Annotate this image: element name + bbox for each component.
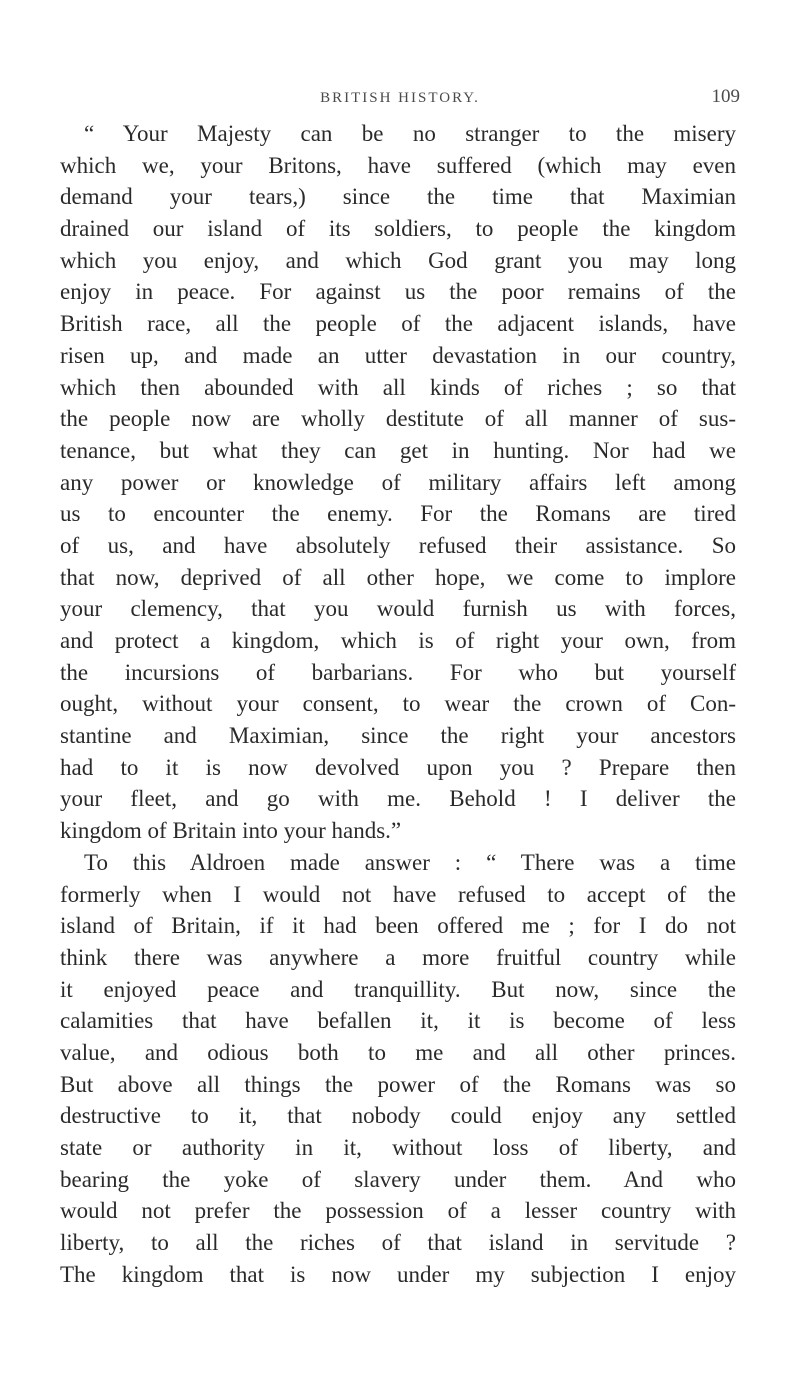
text-line: your fleet, and go with me. Behold ! I deliver the: [60, 786, 736, 812]
text-line: The kingdom that is now under my subjection I enjoy: [60, 1261, 736, 1287]
text-line: ought, without your consent, to wear the crown of Con-: [60, 691, 736, 717]
text-line: and protect a kingdom, which is of right your own, from: [60, 628, 736, 653]
text-line: the incursions of barbarians. For who but yourself: [60, 659, 736, 685]
text-line: would not prefer the possession of a lesser country with: [60, 1198, 736, 1224]
text-line: had to it is now devolved upon you ? Prepare then: [60, 754, 736, 780]
page-number: 109: [711, 86, 740, 107]
running-title: BRITISH HISTORY.: [320, 90, 480, 106]
text-line: island of Britain, if it had been offered me ; for I do not: [60, 913, 736, 939]
text-line: stantine and Maximian, since the right your ancestors: [60, 723, 736, 749]
text-line: liberty, to all the riches of that island in servitude ?: [60, 1230, 736, 1256]
text-line: which we, your Britons, have suffered (which may even: [60, 152, 736, 178]
text-line: kingdom of Britain into your hands.”: [60, 818, 402, 844]
text-line: drained our island of its soldiers, to people the kingdom: [60, 216, 736, 242]
text-line: But above all things the power of the Romans was so: [60, 1071, 736, 1097]
text-line: “ Your Majesty can be no stranger to the misery: [84, 121, 736, 146]
text-line: calamities that have befallen it, it is become of less: [60, 1008, 736, 1034]
text-line: tenance, but what they can get in hunting. Nor had we: [60, 437, 736, 463]
text-line: British race, all the people of the adjacent islands, have: [60, 311, 736, 337]
text-line: your clemency, that you would furnish us with forces,: [60, 596, 736, 622]
text-line: enjoy in peace. For against us the poor remains of the: [60, 279, 736, 305]
text-line: the people now are wholly destitute of all manner of sus-: [60, 406, 736, 432]
text-line: risen up, and made an utter devastation in our country,: [60, 342, 736, 368]
text-line: bearing the yoke of slavery under them. And who: [60, 1166, 736, 1192]
text-line: which then abounded with all kinds of riches ; so that: [60, 374, 736, 400]
text-line: value, and odious both to me and all other princes.: [60, 1039, 736, 1065]
text-line: that now, deprived of all other hope, we come to implore: [60, 564, 736, 590]
text-line: think there was anywhere a more fruitful country while: [60, 944, 736, 970]
text-line: it enjoyed peace and tranquillity. But now, since the: [60, 976, 736, 1002]
text-line: us to encounter the enemy. For the Romans are tired: [60, 501, 736, 527]
text-line: of us, and have absolutely refused their assistance. So: [60, 532, 736, 558]
text-line: state or authority in it, without loss of liberty, and: [60, 1135, 736, 1160]
text-line: demand your tears,) since the time that Maximian: [60, 184, 736, 210]
text-line: formerly when I would not have refused to accept of the: [60, 881, 736, 907]
text-line: which you enjoy, and which God grant you may long: [60, 247, 736, 273]
text-line: destructive to it, that nobody could enjoy any settled: [60, 1103, 736, 1129]
body-text: [60, 118, 736, 1290]
running-head: [60, 86, 740, 112]
text-line: To this Aldroen made answer : “ There was a time: [84, 849, 736, 875]
text-line: any power or knowledge of military affairs left among: [60, 469, 736, 495]
